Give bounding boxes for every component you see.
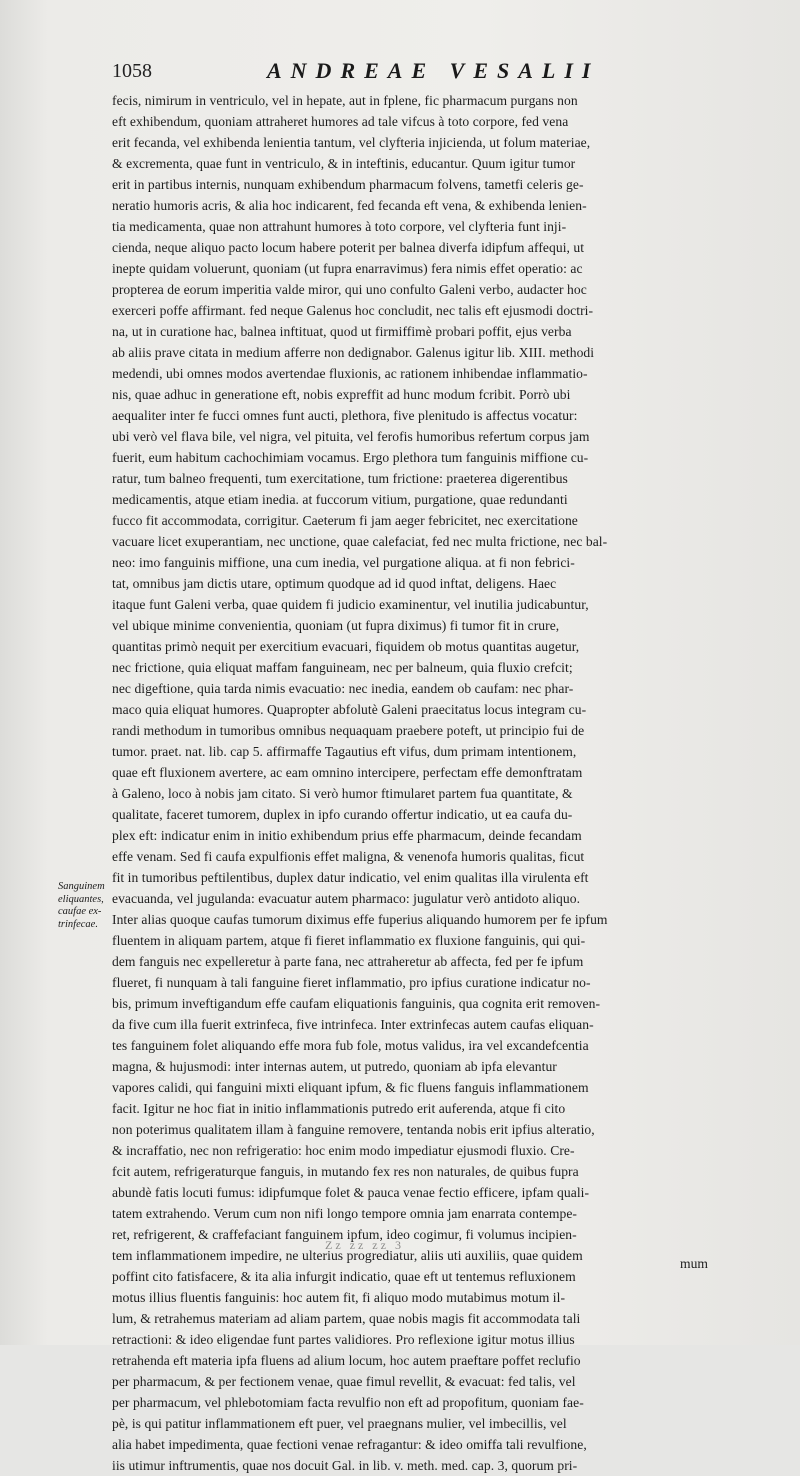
text-line: fucco fit accommodata, corrigitur. Caeterum fi jam aeger febricitet, nec exercitatione bbox=[112, 513, 578, 528]
text-line: ratur, tum balneo frequenti, tum exercitatione, tum frictione: praeterea digerentibus bbox=[112, 471, 568, 486]
text-line: nis, quae adhuc in generatione eft, nobis expreffit ad hunc modum fcribit. Porrò ubi bbox=[112, 387, 571, 402]
text-line: fuerit, eum habitum cachochimiam vocamus. Ergo plethora tum fanguinis miffione cu- bbox=[112, 450, 589, 465]
text-line: abundè fatis locuti fumus: idipfumque folet & pauca venae fectio efficere, ipfam quali- bbox=[112, 1185, 590, 1200]
text-line: randi methodum in tumoribus omnibus nequaquam praebere poteft, ut principio fui de bbox=[112, 723, 585, 738]
text-line: fcit autem, refrigeraturque fanguis, in mutando fex res non naturales, de quibus fupra bbox=[112, 1164, 579, 1179]
text-line: bis, primum inveftigandum effe caufam eliquationis fanguinis, qua cognita erit removen- bbox=[112, 996, 601, 1011]
page-number: 1058 bbox=[112, 60, 152, 82]
text-line: cienda, neque aliquo pacto locum habere poterit per balnea diverfa idipfum affequi, ut bbox=[112, 240, 585, 255]
text-line: ubi verò vel flava bile, vel nigra, vel pituita, vel ferofis humoribus refertum corpus jam bbox=[112, 429, 590, 444]
text-line: inepte quidam voluerunt, quoniam (ut fupra enarravimus) fera nimis effet operatio: ac bbox=[112, 261, 583, 276]
text-line: itaque funt Galeni verba, quae quidem fi judicio examinentur, vel inutilia judicabuntur, bbox=[112, 597, 589, 612]
text-line: fecis, nimirum in ventriculo, vel in hepate, aut in fplene, fic pharmacum purgans non bbox=[112, 93, 578, 108]
text-line: à Galeno, loco à nobis jam citato. Si verò humor ftimularet partem fua quantitate, & bbox=[112, 786, 573, 801]
text-line: magna, & hujusmodi: inter internas autem, ut putredo, quoniam ab ipfa elevantur bbox=[112, 1059, 557, 1074]
text-line: da five cum illa fuerit extrinfeca, five intrinfeca. Inter extrinfecas autem caufas eliquan- bbox=[112, 1017, 594, 1032]
text-line: retractioni: & ideo eligendae funt partes validiores. Pro reflexione igitur motus illius bbox=[112, 1332, 575, 1347]
text-line: neratio humoris acris, & alia hoc indicarent, fed fecanda eft vena, & exhibenda lenien- bbox=[112, 198, 587, 213]
text-line: facit. Igitur ne hoc fiat in initio inflammationis putredo erit auferenda, atque fi cito bbox=[112, 1101, 566, 1116]
text-line: motus illius fluentis fanguinis: hoc autem fit, fi aliquo modo mutabimus motum il- bbox=[112, 1290, 566, 1305]
catchword: mum bbox=[680, 1256, 708, 1271]
text-line: eft exhibendum, quoniam attraheret humores ad tale vifcus à toto corpore, fed vena bbox=[112, 114, 569, 129]
text-line: vapores calidi, qui fanguini mixti eliquant ipfum, & fic fluens fanguis inflammationem bbox=[112, 1080, 589, 1095]
text-line: & excrementa, quae funt in ventriculo, & in inteftinis, educantur. Quum igitur tumor bbox=[112, 156, 576, 171]
text-line: aequaliter inter fe fucci omnes funt aucti, plethora, five plenitudo is affectus vocatur: bbox=[112, 408, 578, 423]
text-line: Inter alias quoque caufas tumorum diximus effe fuperius aliquando humorem per fe ipfum bbox=[112, 912, 608, 927]
text-line: alia habet impedimenta, quae fectioni venae refragantur: & ideo omiffa tali revulfione, bbox=[112, 1437, 587, 1452]
text-line: plex eft: indicatur enim in initio exhibendum prius effe pharmacum, deinde fecandam bbox=[112, 828, 582, 843]
text-line: per pharmacum, & per fectionem venae, quae fimul revellit, & evacuat: fed talis, vel bbox=[112, 1374, 576, 1389]
marginal-note bbox=[58, 881, 114, 931]
running-title: ANDREAE VESALII bbox=[267, 58, 600, 83]
text-line: erit fecanda, vel exhibenda lenientia tantum, vel clyfteria injicienda, ut folum materiae, bbox=[112, 135, 591, 150]
text-line: maco quia eliquat humores. Quapropter abfolutè Galeni praecitatus locus integram cu- bbox=[112, 702, 587, 717]
text-line: quantitas primò nequit per exercitium evacuari, fiquidem ob motus quantitas augetur, bbox=[112, 639, 580, 654]
body-text bbox=[112, 90, 722, 1476]
marginal-note-line: Sanguinem bbox=[58, 881, 105, 892]
text-line: nec frictione, quia eliquat maffam fanguineam, nec per balneum, quia fluxio crefcit; bbox=[112, 660, 573, 675]
text-line: qualitate, faceret tumorem, duplex in ipfo curando offertur indicatio, ut ea caufa du- bbox=[112, 807, 573, 822]
text-line: medendi, ubi omnes modos avertendae fluxionis, ac rationem inhibendae inflammatio- bbox=[112, 366, 588, 381]
text-line: retrahenda eft materia ipfa fluens ad alium locum, hoc autem praeftare poffet reclufio bbox=[112, 1353, 581, 1368]
text-line: & incraffatio, nec non refrigeratio: hoc enim modo impediatur ejusmodi fluxio. Cre- bbox=[112, 1143, 575, 1158]
marginal-note-line: caufae ex- bbox=[58, 906, 102, 917]
text-line: pè, is qui patitur inflammationem eft puer, vel praegnans mulier, vel imbecillis, vel bbox=[112, 1416, 567, 1431]
text-line: tia medicamenta, quae non attrahunt humores à toto corpore, vel clyfteria funt inji- bbox=[112, 219, 567, 234]
text-line: iis utimur inftrumentis, quae nos docuit Gal. in lib. v. meth. med. cap. 3, quorum pri- bbox=[112, 1458, 578, 1473]
text-line: quae eft fluxionem avertere, ac eam omnino intercipere, perfectam effe demonftratam bbox=[112, 765, 583, 780]
text-line: tem inflammationem impedire, ne ulterius progrediatur, aliis uti auxiliis, quae quidem bbox=[112, 1248, 583, 1263]
text-line: tes fanguinem folet aliquando effe mora fub fole, motus validus, ira vel excandefcentia bbox=[112, 1038, 589, 1053]
text-line: fluentem in aliquam partem, atque fi fieret inflammatio ex fluxione fanguinis, qui qui- bbox=[112, 933, 586, 948]
text-line: neo: imo fanguinis miffione, una cum inedia, vel purgatione aliqua. at fi non febrici- bbox=[112, 555, 575, 570]
text-line: tatem extrahendo. Verum cum non nifi longo tempore omnia jam enarrata contempe- bbox=[112, 1206, 577, 1221]
text-line: effe venam. Sed fi caufa expulfionis effet maligna, & venenofa humoris qualitas, ficut bbox=[112, 849, 585, 864]
marginal-note-line: eliquantes, bbox=[58, 893, 104, 905]
text-line: vel ubique minime convenientia, quoniam (ut fupra diximus) fi tumor fit in crure, bbox=[112, 618, 560, 633]
text-line: evacuanda, vel jugulanda: evacuatur autem pharmaco: jugulatur verò antidoto aliquo. bbox=[112, 891, 581, 906]
text-line: fit in tumoribus peftilentibus, duplex datur indicatio, vel enim qualitas illa virulenta eft bbox=[112, 870, 589, 885]
text-line: non poterimus qualitatem illam à fanguine removere, tentanda nobis erit ipfius alteratio, bbox=[112, 1122, 595, 1137]
text-line: nec digeftione, quia tarda nimis evacuatio: nec inedia, eandem ob caufam: nec phar- bbox=[112, 681, 574, 696]
marginal-note-line: trinfecae. bbox=[58, 918, 98, 930]
text-line: lum, & retrahemus materiam ad aliam partem, quae nobis magis fit accommodata tali bbox=[112, 1311, 581, 1326]
text-line: erit in partibus internis, nunquam exhibendum pharmacum folvens, tametfi celeris ge- bbox=[112, 177, 584, 192]
text-line: tat, omnibus jam dictis utare, optimum quodque ad id quod inftat, deligens. Haec bbox=[112, 576, 557, 591]
page-header bbox=[112, 56, 732, 86]
text-line: dem fanguis nec expelleretur à parte fana, nec attraheretur ab affecta, fed per fe ipfum bbox=[112, 954, 584, 969]
text-line: exerceri poffe affirmant. fed neque Galenus hoc concludit, nec talis eft ejusmodi doctri- bbox=[112, 303, 594, 318]
text-line: tumor. praet. nat. lib. cap 5. affirmaffe Tagautius eft vifus, dum primam intentionem, bbox=[112, 744, 577, 759]
signature-mark: Zz zz zz 3 bbox=[325, 1238, 404, 1252]
text-line: ret, refrigerent, & craffefaciant fanguinem ipfum, ideo cogimur, fi volumus incipien- bbox=[112, 1227, 577, 1242]
text-line: vacuare licet exuperantiam, nec unctione, quae calefaciat, fed nec multa frictione, nec bal- bbox=[112, 534, 608, 549]
text-line: per pharmacum, vel phlebotomiam facta revulfio non eft ad propofitum, quoniam fae- bbox=[112, 1395, 584, 1410]
text-line: ab aliis prave citata in medium afferre non dedignabor. Galenus igitur lib. XIII. methodi bbox=[112, 345, 595, 360]
text-line: na, ut in curatione hac, balnea inftituat, quod ut firmiffimè probari poffit, ejus verba bbox=[112, 324, 572, 339]
text-line: flueret, fi nunquam à tali fanguine fieret inflammatio, pro ipfius curatione indicatur no- bbox=[112, 975, 591, 990]
text-line: poffint cito fatisfacere, & ita alia infurgit indicatio, quae eft ut tentemus refluxionem bbox=[112, 1269, 576, 1284]
text-line: propterea de eorum imperitia valde miror, qui uno confulto Galeni verbo, audacter hoc bbox=[112, 282, 587, 297]
text-line: medicamentis, atque etiam inedia. at fuccorum vitium, purgatione, quae redundanti bbox=[112, 492, 568, 507]
